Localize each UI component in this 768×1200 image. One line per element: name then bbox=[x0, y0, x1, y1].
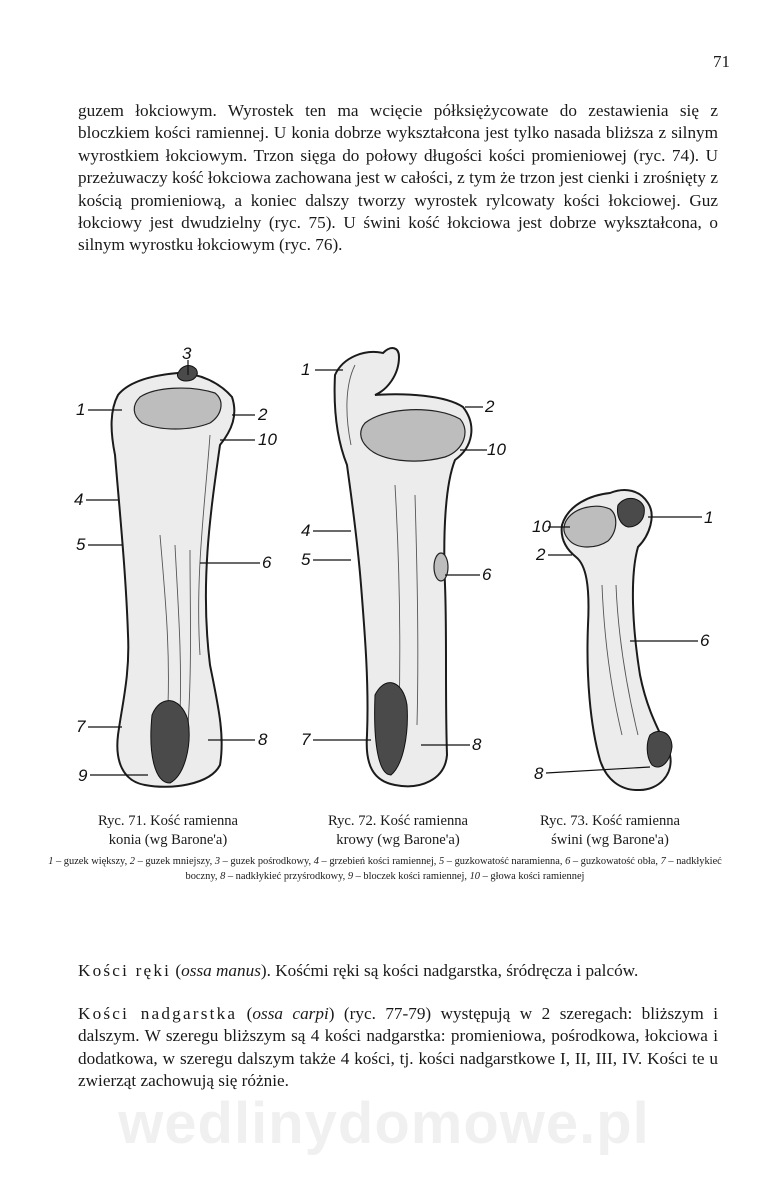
legend-num: 9 bbox=[347, 870, 354, 882]
horse-label-9: 9 bbox=[78, 766, 88, 785]
caption-fig-72 bbox=[298, 812, 498, 850]
pig-label-10: 10 bbox=[532, 517, 551, 536]
legend-text: – guzek pośrodkowy, bbox=[220, 856, 314, 867]
caption-fig-73-line1: Ryc. 73. Kość ramienna bbox=[539, 813, 681, 829]
cow-label-10: 10 bbox=[487, 440, 506, 459]
legend-text: – nadkłykieć boczny, bbox=[185, 856, 722, 882]
horse-label-7: 7 bbox=[76, 717, 86, 736]
cow-label-5: 5 bbox=[301, 550, 311, 569]
pig-label-1: 1 bbox=[704, 508, 714, 527]
figure-legend bbox=[40, 855, 730, 884]
paragraph-carpal-bones-text: ( bbox=[237, 1004, 253, 1023]
legend-text: – nadkłykieć przyśrodkowy, bbox=[225, 870, 348, 882]
horse-label-10: 10 bbox=[258, 430, 277, 449]
watermark: wedlinydomowe.pl bbox=[118, 1091, 650, 1156]
caption-fig-71 bbox=[68, 812, 268, 850]
cow-label-1: 1 bbox=[301, 360, 311, 379]
paragraph-carpal-bones bbox=[78, 1003, 718, 1093]
legend-text: – guzkowatość naramienna, bbox=[444, 856, 566, 867]
legend-num: 1 bbox=[48, 856, 54, 867]
figure-cow-humerus bbox=[295, 335, 515, 795]
legend-num: 10 bbox=[469, 870, 480, 882]
legend-num: 3 bbox=[214, 856, 221, 867]
caption-fig-73-line2: świni (wg Barone'a) bbox=[551, 832, 669, 848]
legend-num: 7 bbox=[660, 856, 666, 867]
legend-text: – guzkowatość obła, bbox=[570, 856, 661, 867]
caption-fig-72-line1: Ryc. 72. Kość ramienna bbox=[327, 813, 469, 829]
cow-label-6: 6 bbox=[482, 565, 492, 584]
legend-num: 6 bbox=[565, 856, 571, 867]
legend-num: 4 bbox=[313, 856, 319, 867]
term-hand-bones: Kości ręki bbox=[78, 961, 172, 980]
legend-text: – bloczek kości ramiennej, bbox=[353, 870, 470, 882]
caption-fig-73 bbox=[510, 812, 710, 850]
cow-label-7: 7 bbox=[301, 730, 311, 749]
cow-humerus-drawing bbox=[295, 335, 515, 795]
horse-label-5: 5 bbox=[76, 535, 86, 554]
paragraph-hand-bones-text: ( bbox=[171, 961, 182, 980]
horse-label-2: 2 bbox=[258, 405, 268, 424]
cow-label-8: 8 bbox=[472, 735, 482, 754]
figure-pig-humerus bbox=[530, 335, 730, 795]
pig-humerus-drawing bbox=[530, 335, 730, 795]
horse-label-6: 6 bbox=[262, 553, 272, 572]
legend-text: – głowa kości ramiennej bbox=[479, 870, 585, 882]
cow-label-2: 2 bbox=[485, 397, 495, 416]
paragraph-hand-bones bbox=[78, 960, 718, 982]
paragraph-ulna: guzem łokciowym. Wyrostek ten ma wcięcie półksiężycowate do zestawienia się z bloczkiem kości ramiennej. U konia dobrze wykształcona jest tylko nasada bliższa z silnym wyrostkiem łokciowym. Trzon sięga do połowy długości kości promieniowej (ryc. 74). U przeżuwaczy kość łokciowa zachowana jest w całości, z tym że trzon jest cienki i zrośnięty z kością promieniową, a koniec dalszy tworzy wyrostek rylcowaty kości łokciowej. Guz łokciowy jest dwudzielny (ryc. 75). U świni kość łokciowa jest dobrze wykształcona, o silnym wyrostku łokciowym (ryc. 76). bbox=[78, 101, 718, 255]
legend-num: 2 bbox=[129, 856, 135, 867]
paragraph-hand-bones-text: ). Kośćmi ręki są kości nadgarstka, śródręcza i palców. bbox=[260, 961, 639, 980]
legend-text: – grzebień kości ramiennej, bbox=[318, 856, 439, 867]
caption-fig-71-line1: Ryc. 71. Kość ramienna bbox=[97, 813, 239, 829]
figure-horse-humerus bbox=[60, 335, 290, 795]
legend-num: 5 bbox=[438, 856, 445, 867]
horse-humerus-drawing bbox=[60, 335, 290, 795]
pig-label-8: 8 bbox=[534, 764, 544, 783]
paragraph-carpal-bones-text: ) (ryc. 77-79) występują w 2 szeregach: bliższym i dalszym. W szeregu bliższym są 4 kości nadgarstka: promieniowa, pośrodkowa, łokciowa i dodatkowa, w szeregu dalszym także 4 kości, tj. kości nadgarstkowe I, II, III, IV. Kości te u zwierząt zachowują się różnie. bbox=[78, 1004, 718, 1091]
horse-label-1: 1 bbox=[76, 400, 86, 419]
latin-ossa-carpi: ossa carpi bbox=[252, 1004, 329, 1023]
legend-text: – guzek większy, bbox=[53, 856, 130, 867]
legend-text: – guzek mniejszy, bbox=[134, 856, 215, 867]
caption-fig-72-line2: krowy (wg Barone'a) bbox=[336, 832, 460, 848]
caption-fig-71-line2: konia (wg Barone'a) bbox=[108, 832, 228, 848]
latin-ossa-manus: ossa manus bbox=[181, 961, 261, 980]
page-number: 71 bbox=[713, 52, 730, 71]
horse-label-3: 3 bbox=[182, 344, 192, 363]
cow-label-4: 4 bbox=[301, 521, 311, 540]
term-carpal-bones: Kości nadgarstka bbox=[78, 1004, 238, 1023]
pig-label-6: 6 bbox=[700, 631, 710, 650]
pig-label-2: 2 bbox=[536, 545, 546, 564]
horse-label-4: 4 bbox=[74, 490, 84, 509]
horse-label-8: 8 bbox=[258, 730, 268, 749]
legend-num: 8 bbox=[220, 870, 226, 882]
